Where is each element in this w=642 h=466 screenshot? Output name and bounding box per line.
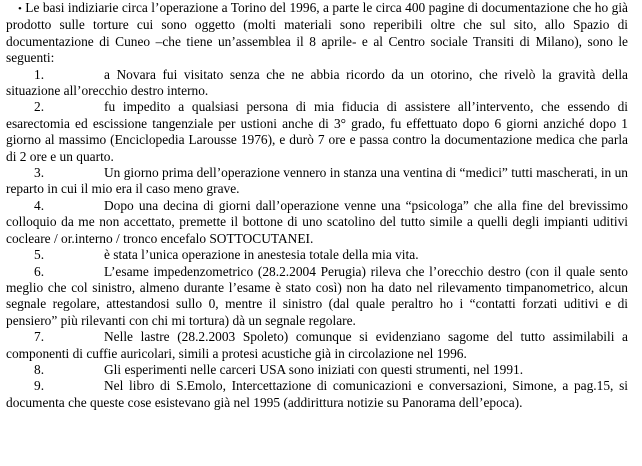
list-item-text: Nelle lastre (28.2.2003 Spoleto) comunque si evidenziano sagome del tutto assimilabili a componenti di cuffie auricolari, simili a protesi acustiche già in circolazione nel 1996. bbox=[6, 329, 628, 361]
list-item-number: 8. bbox=[34, 361, 45, 377]
list-item-text: a Novara fui visitato senza che ne abbia ricordo da un otorino, che rivelò la gravità della situazione all’orecchio destro interno. bbox=[6, 66, 628, 99]
list-item-text: fu impedito a qualsiasi persona di mia fiducia di assistere all’intervento, che essendo di esarectomia ed escissione tangenziale per ustioni anche di 3° grado, fu effettuato dopo 6 giorni anziché dopo 1 giorno al massimo (Enciclopedia Larousse 1976), e durò 7 ore e passa contro la documentazione medica che parla di 2 ore e un quarto. bbox=[6, 99, 628, 164]
intro-text: Le basi indiziarie circa l’operazione a Torino del 1996, a parte le circa 400 pagine di documentazione che ho già prodotto sulle torture cui sono oggetto (molti materiali sono reperibili oltre che sul sito, allo Spazio di documentazione di Cuneo –che tiene un’assemblea il 8 aprile- e al Centro sociale Transiti di Milano), sono le seguenti: bbox=[6, 0, 628, 66]
list-item-number: 3. bbox=[34, 165, 45, 181]
list-item-number: 7. bbox=[34, 329, 45, 345]
list-item bbox=[6, 362, 628, 378]
list-item-number: 1. bbox=[34, 66, 45, 82]
list-item-number: 4. bbox=[34, 197, 45, 213]
list-item-text: è stata l’unica operazione in anestesia totale della mia vita. bbox=[104, 247, 419, 263]
numbered-list bbox=[6, 67, 628, 412]
list-item-text: L’esame impedenzometrico (28.2.2004 Perugia) rileva che l’orecchio destro (con il quale sento meglio che col sinistro, almeno durante l’esame è stato così) non ha dato nel rilevamento timpanometrico, alcun segnale regolare, attestandosi sullo 0, mentre il sinistro (dal quale peraltro ho i “contatti forzati uditivi e di pensiero” più rilevanti con chi mi tortura) dà un segnale regolare. bbox=[6, 263, 628, 328]
list-item-text: Un giorno prima dell’operazione vennero in stanza una ventina di “medici” tutti mascherati, in un reparto in cui il mio era il caso meno grave. bbox=[6, 165, 628, 197]
list-item-text: Dopo una decina di giorni dall’operazione venne una “psicologa” che alla fine del brevissimo colloquio da me non accettato, premette il bottone di uno scatolino del tutto simile a quelli degli impianti uditivi cocleare / or.interno / tronco encefalo SOTTOCUTANEI. bbox=[6, 197, 628, 246]
list-item-number: 6. bbox=[34, 263, 45, 279]
bullet-icon: • bbox=[18, 3, 22, 15]
list-item bbox=[6, 264, 628, 330]
list-item-number: 2. bbox=[34, 99, 45, 115]
list-item bbox=[6, 247, 628, 263]
list-item bbox=[6, 67, 628, 100]
list-item-number: 5. bbox=[34, 247, 45, 263]
list-item-text: Gli esperimenti nelle carceri USA sono iniziati con questi strumenti, nel 1991. bbox=[104, 361, 524, 377]
list-item bbox=[6, 165, 628, 198]
list-item bbox=[6, 99, 628, 165]
list-item bbox=[6, 378, 628, 411]
intro-paragraph bbox=[6, 0, 628, 67]
list-item-text: Nel libro di S.Emolo, Intercettazione di comunicazioni e conversazioni, Simone, a pag.15, si documenta che queste cose esistevano già nel 1995 (addirittura notizie su Panorama dell’epoca). bbox=[6, 378, 628, 410]
list-item-number: 9. bbox=[34, 378, 45, 394]
list-item bbox=[6, 329, 628, 362]
list-item bbox=[6, 198, 628, 247]
